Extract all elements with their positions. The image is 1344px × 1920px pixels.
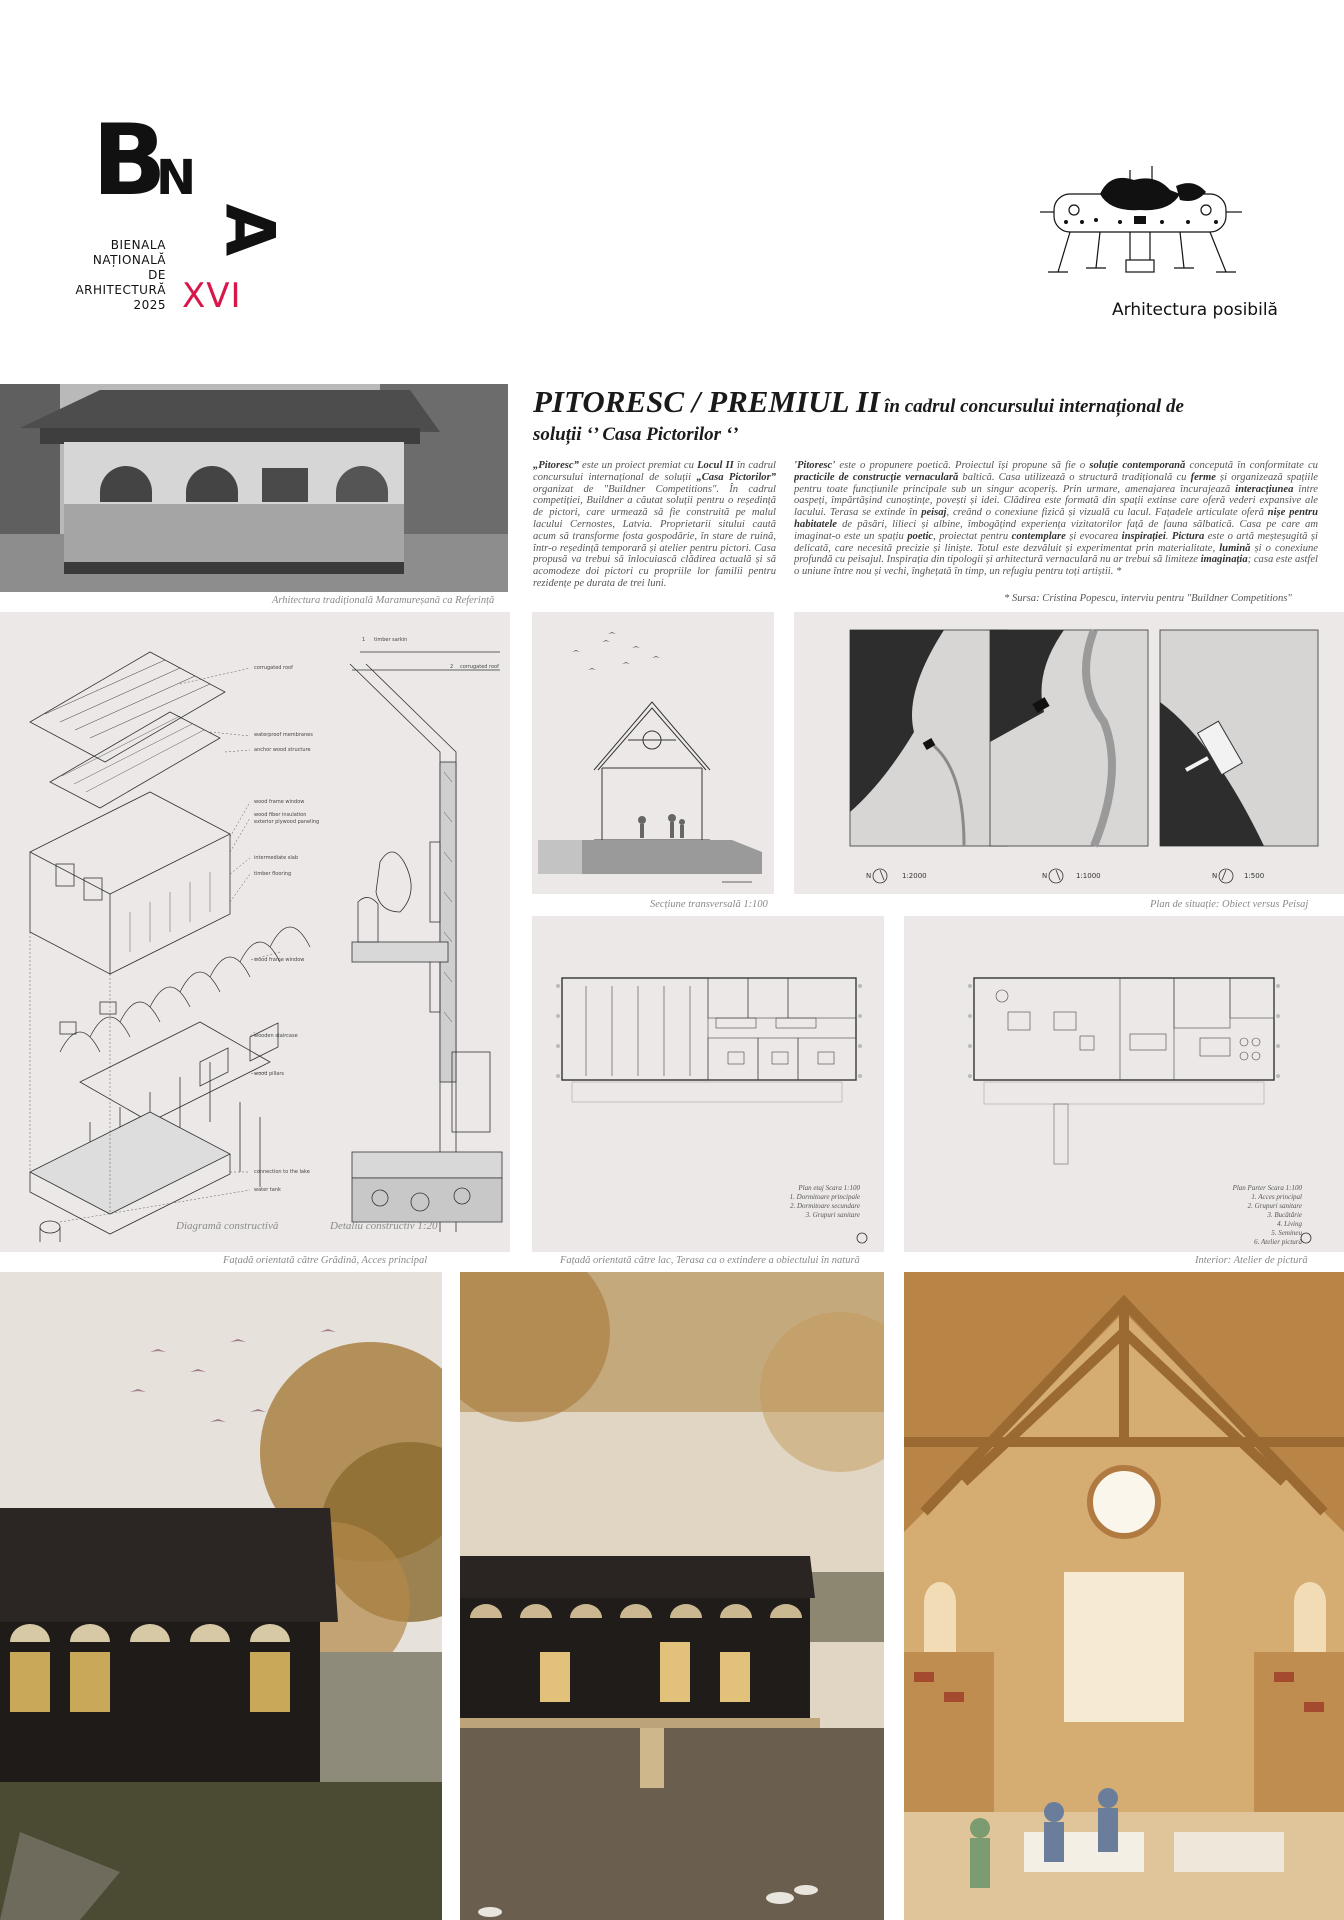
title-main: PITORESC / PREMIUL II xyxy=(533,384,881,419)
diagram-label: intermediate slab xyxy=(254,855,298,861)
highlight-keyword: imaginația xyxy=(1200,554,1248,566)
logo-letter-b: B xyxy=(92,104,167,218)
caption-section: Secțiune transversală 1:100 xyxy=(650,899,768,910)
highlight-keyword: ferme xyxy=(1190,471,1216,483)
site-scale: 1:500 xyxy=(1244,872,1265,880)
reference-photo xyxy=(0,384,508,592)
highlight-keyword: „Pitoresc” xyxy=(533,460,579,471)
detail-label-number: 2 xyxy=(450,664,454,670)
text-run: este o artă meșteșugită și delicată, care necesită precizie și liniște. Totul este dezvăluit și experimentat prin materialitate, xyxy=(794,530,1318,554)
text-run: . xyxy=(1165,530,1172,542)
caption-render-garden: Fațadă orientată către Grădină, Acces principal xyxy=(223,1255,428,1266)
highlight-keyword: „Casa Pictorilor” xyxy=(696,471,776,483)
diagram-label: wood frame window xyxy=(254,957,305,963)
diagram-label: timber flooring xyxy=(254,871,292,877)
highlight-keyword: inspirației xyxy=(1121,530,1166,542)
text-run: , proiectat pentru xyxy=(933,530,1012,542)
highlight-keyword: 'Pitoresc' xyxy=(794,460,836,471)
exploded-axonometric-drawing xyxy=(0,612,510,1252)
diagram-label: waterproof membranes xyxy=(254,732,313,738)
text-run: concepută în conformitate cu xyxy=(1185,460,1318,471)
caption-diagram: Diagramă constructivă xyxy=(176,1220,279,1232)
caption-render-interior: Interior: Atelier de pictură xyxy=(1195,1255,1308,1266)
text-run: este un proiect premiat cu xyxy=(578,460,698,471)
cross-section-panel xyxy=(532,612,774,894)
diagram-label: exterior plywood paneling xyxy=(254,819,320,825)
text-run: între oaspeți, împărtășind cunoștințe, povești și idei. Clădirea este formată din spații extinse care oferă vederi expansive ale lacului. Terasa se extinde în xyxy=(794,483,1318,519)
site-plan-maps xyxy=(794,612,1344,894)
diagram-label: wood pillars xyxy=(254,1071,285,1077)
highlight-keyword: nișe pentru habitatele xyxy=(794,507,1318,530)
cross-section-drawing xyxy=(532,612,774,894)
text-run: în cadrul concursului internațional de soluții xyxy=(533,460,776,483)
wooden-gazebo-illustration xyxy=(0,384,508,592)
text-run: baltică. Casa utilizează o structură tradițională cu xyxy=(958,471,1191,483)
highlight-keyword: soluție contemporană xyxy=(1089,460,1186,471)
north-label: N xyxy=(1042,872,1048,880)
text-run: și o conexiune profundă cu peisajul. Inspirația din tipologii și arhitectură vernaculară nu ar trebui să limiteze xyxy=(794,542,1318,566)
caption-detail: Detaliu constructiv 1:20 xyxy=(330,1220,438,1232)
logo-edition: XVI xyxy=(182,276,242,316)
text-column-2 xyxy=(794,460,1318,592)
highlight-keyword: practicile de construcție vernaculară xyxy=(794,471,959,483)
text-column-1 xyxy=(533,460,776,604)
north-label: N xyxy=(1212,872,1218,880)
upper-plan-legend: Plan etaj Scara 1:100 1. Dormitoare principale 2. Dormitoare secundare 3. Grupuri sanitare xyxy=(789,1184,860,1219)
text-run: organizat de "Buildner Competitions". În cadrul competiției, Buildner a căutat soluții pentru o reședință de pictori, care urmează să fie construită pe malul lacului Cernostes, Latvia. Proprietarii sitului caută acum să transforme fosta gospodărie, în stare de ruină, într-o reședință temporară și atelier pentru pictori. Casa propusă va trebui să înlocuiască clădirea actuală și să acomodeze doi pictori cu propriile lor familii pentru rezidențe pe durata de trei luni. xyxy=(533,483,776,589)
highlight-keyword: peisaj xyxy=(921,507,947,519)
diagram-label: wood frame window xyxy=(254,799,305,805)
render-lake-facade xyxy=(460,1272,884,1920)
detail-label: timber sarkin xyxy=(374,637,408,643)
text-run: de păsări, lilieci și albine, îmbogățind experiența vizitatorilor față de fauna sălbatică. Casa pe care am imaginat-o este un spațiu xyxy=(794,518,1318,542)
highlight-keyword: Pictura xyxy=(1171,530,1205,542)
site-scale: 1:1000 xyxy=(1076,872,1101,880)
interior-atelier-image xyxy=(904,1272,1344,1920)
text-run: , creând o conexiune fizică și vizuală cu lacul. Fațadele articulate oferă xyxy=(946,507,1268,519)
text-run: și organizează spațiile pentru toate funcțiunile principale sub un singur acoperiș. Prin urmare, amenajarea încurajează xyxy=(794,471,1318,495)
logo-subtitle: BIENALA NAȚIONALĂ DE ARHITECTURĂ 2025 xyxy=(75,238,166,312)
render-garden-facade xyxy=(0,1272,442,1920)
highlight-keyword: lumină xyxy=(1219,542,1251,554)
title-rest-line2: soluții ‘’ Casa Pictorilor ‘’ xyxy=(533,424,739,445)
source-note: * Sursa: Cristina Popescu, interviu pentru "Buildner Competitions" xyxy=(1004,593,1292,604)
diagram-label: wood fiber insulation xyxy=(254,812,307,818)
title-rest-line1: în cadrul concursului internațional de xyxy=(884,396,1184,417)
caption-render-lake: Fațadă orientată către lac, Terasa ca o extindere a obiectului în natură xyxy=(560,1255,860,1266)
text-run: este o propunere poetică. Proiectul își propune să fie o xyxy=(835,460,1090,471)
highlight-keyword: poetic xyxy=(907,530,934,542)
construction-diagram-panel xyxy=(0,612,510,1252)
highlight-keyword: interacțiunea xyxy=(1235,483,1294,495)
render-interior-atelier xyxy=(904,1272,1344,1920)
ground-floor-plan-panel xyxy=(904,916,1344,1252)
diagram-label: connection to the lake xyxy=(254,1169,310,1175)
highlight-keyword: Locul II xyxy=(697,460,734,471)
caption-site-plan: Plan de situație: Obiect versus Peisaj xyxy=(1150,899,1309,910)
diagram-label: corrugated roof xyxy=(254,665,293,671)
text-run: ; casa este astfel o uniune între nou și vechi, înghețată în timp, un refugiu pentru toți artiștii. * xyxy=(794,554,1318,578)
diagram-label: water tank xyxy=(254,1187,281,1193)
garden-facade-image xyxy=(0,1272,442,1920)
detail-label: corrugated roof xyxy=(460,664,499,670)
site-plan-panel xyxy=(794,612,1344,894)
detail-label-number: 1 xyxy=(362,637,366,643)
ground-plan-legend: Plan Parter Scara 1:100 1. Acces principal 2. Grupuri sanitare 3. Bucătărie 4. Living 5. Semineu 6. Atelier pictură xyxy=(1232,1184,1302,1246)
possible-architecture-machine-icon xyxy=(1030,160,1250,290)
highlight-keyword: contemplare xyxy=(1011,530,1066,542)
logo-letter-a: A xyxy=(209,203,289,257)
north-label: N xyxy=(866,872,872,880)
lake-facade-image xyxy=(460,1272,884,1920)
upper-floor-plan-panel xyxy=(532,916,884,1252)
diagram-label: wooden staircase xyxy=(254,1033,298,1039)
page-title xyxy=(533,384,1323,420)
site-scale: 1:2000 xyxy=(902,872,927,880)
emblem-tagline: Arhitectura posibilă xyxy=(1112,300,1278,320)
diagram-label: anchor wood structure xyxy=(254,747,311,753)
logo-letter-n: N xyxy=(156,150,197,206)
text-run: și evocarea xyxy=(1065,530,1122,542)
caption-reference-photo: Arhitectura tradițională Maramureșană ca Referință xyxy=(272,595,495,606)
